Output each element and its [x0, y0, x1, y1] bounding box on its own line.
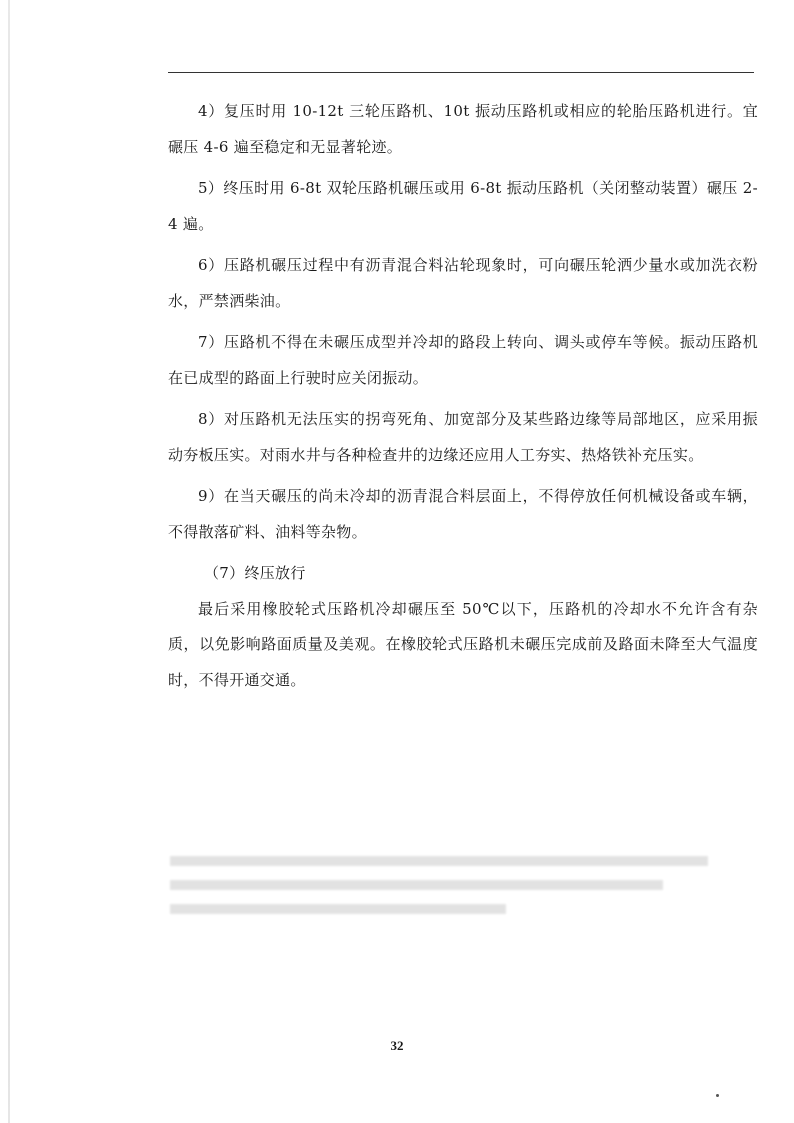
paragraph-9: 9）在当天碾压的尚未冷却的沥青混合料层面上，不得停放任何机械设备或车辆，不得散落矿料、油料等杂物。: [168, 487, 758, 541]
document-body: [168, 94, 758, 704]
section-heading: （7）终压放行: [204, 564, 306, 582]
page-number: 32: [390, 1038, 404, 1053]
paragraph-7: 7）压路机不得在未碾压成型并冷却的路段上转向、调头或停车等候。振动压路机在已成型的路面上行驶时应关闭振动。: [168, 333, 758, 387]
header-rule: [168, 72, 754, 73]
scan-edge: [8, 0, 10, 1123]
final-paragraph: 最后采用橡胶轮式压路机冷却碾压至 50℃以下，压路机的冷却水不允许含有杂质，以免影响路面质量及美观。在橡胶轮式压路机未碾压完成前及路面未降至大气温度时，不得开通交通。: [168, 599, 758, 689]
paragraph-4: 4）复压时用 10-12t 三轮压路机、10t 振动压路机或相应的轮胎压路机进行。宜碾压 4-6 遍至稳定和无显著轮迹。: [168, 102, 758, 156]
paragraph-5: 5）终压时用 6-8t 双轮压路机碾压或用 6-8t 振动压路机（关闭整动装置）碾压 2-4 遍。: [168, 179, 758, 233]
scan-speck: [716, 1094, 719, 1097]
paragraph-8: 8）对压路机无法压实的拐弯死角、加宽部分及某些路边缘等局部地区，应采用振动夯板压实。对雨水井与各种检查井的边缘还应用人工夯实、热烙铁补充压实。: [168, 410, 758, 464]
bleed-through-text: [170, 848, 730, 928]
paragraph-6: 6）压路机碾压过程中有沥青混合料沾轮现象时，可向碾压轮洒少量水或加洗衣粉水，严禁洒柴油。: [168, 256, 758, 310]
